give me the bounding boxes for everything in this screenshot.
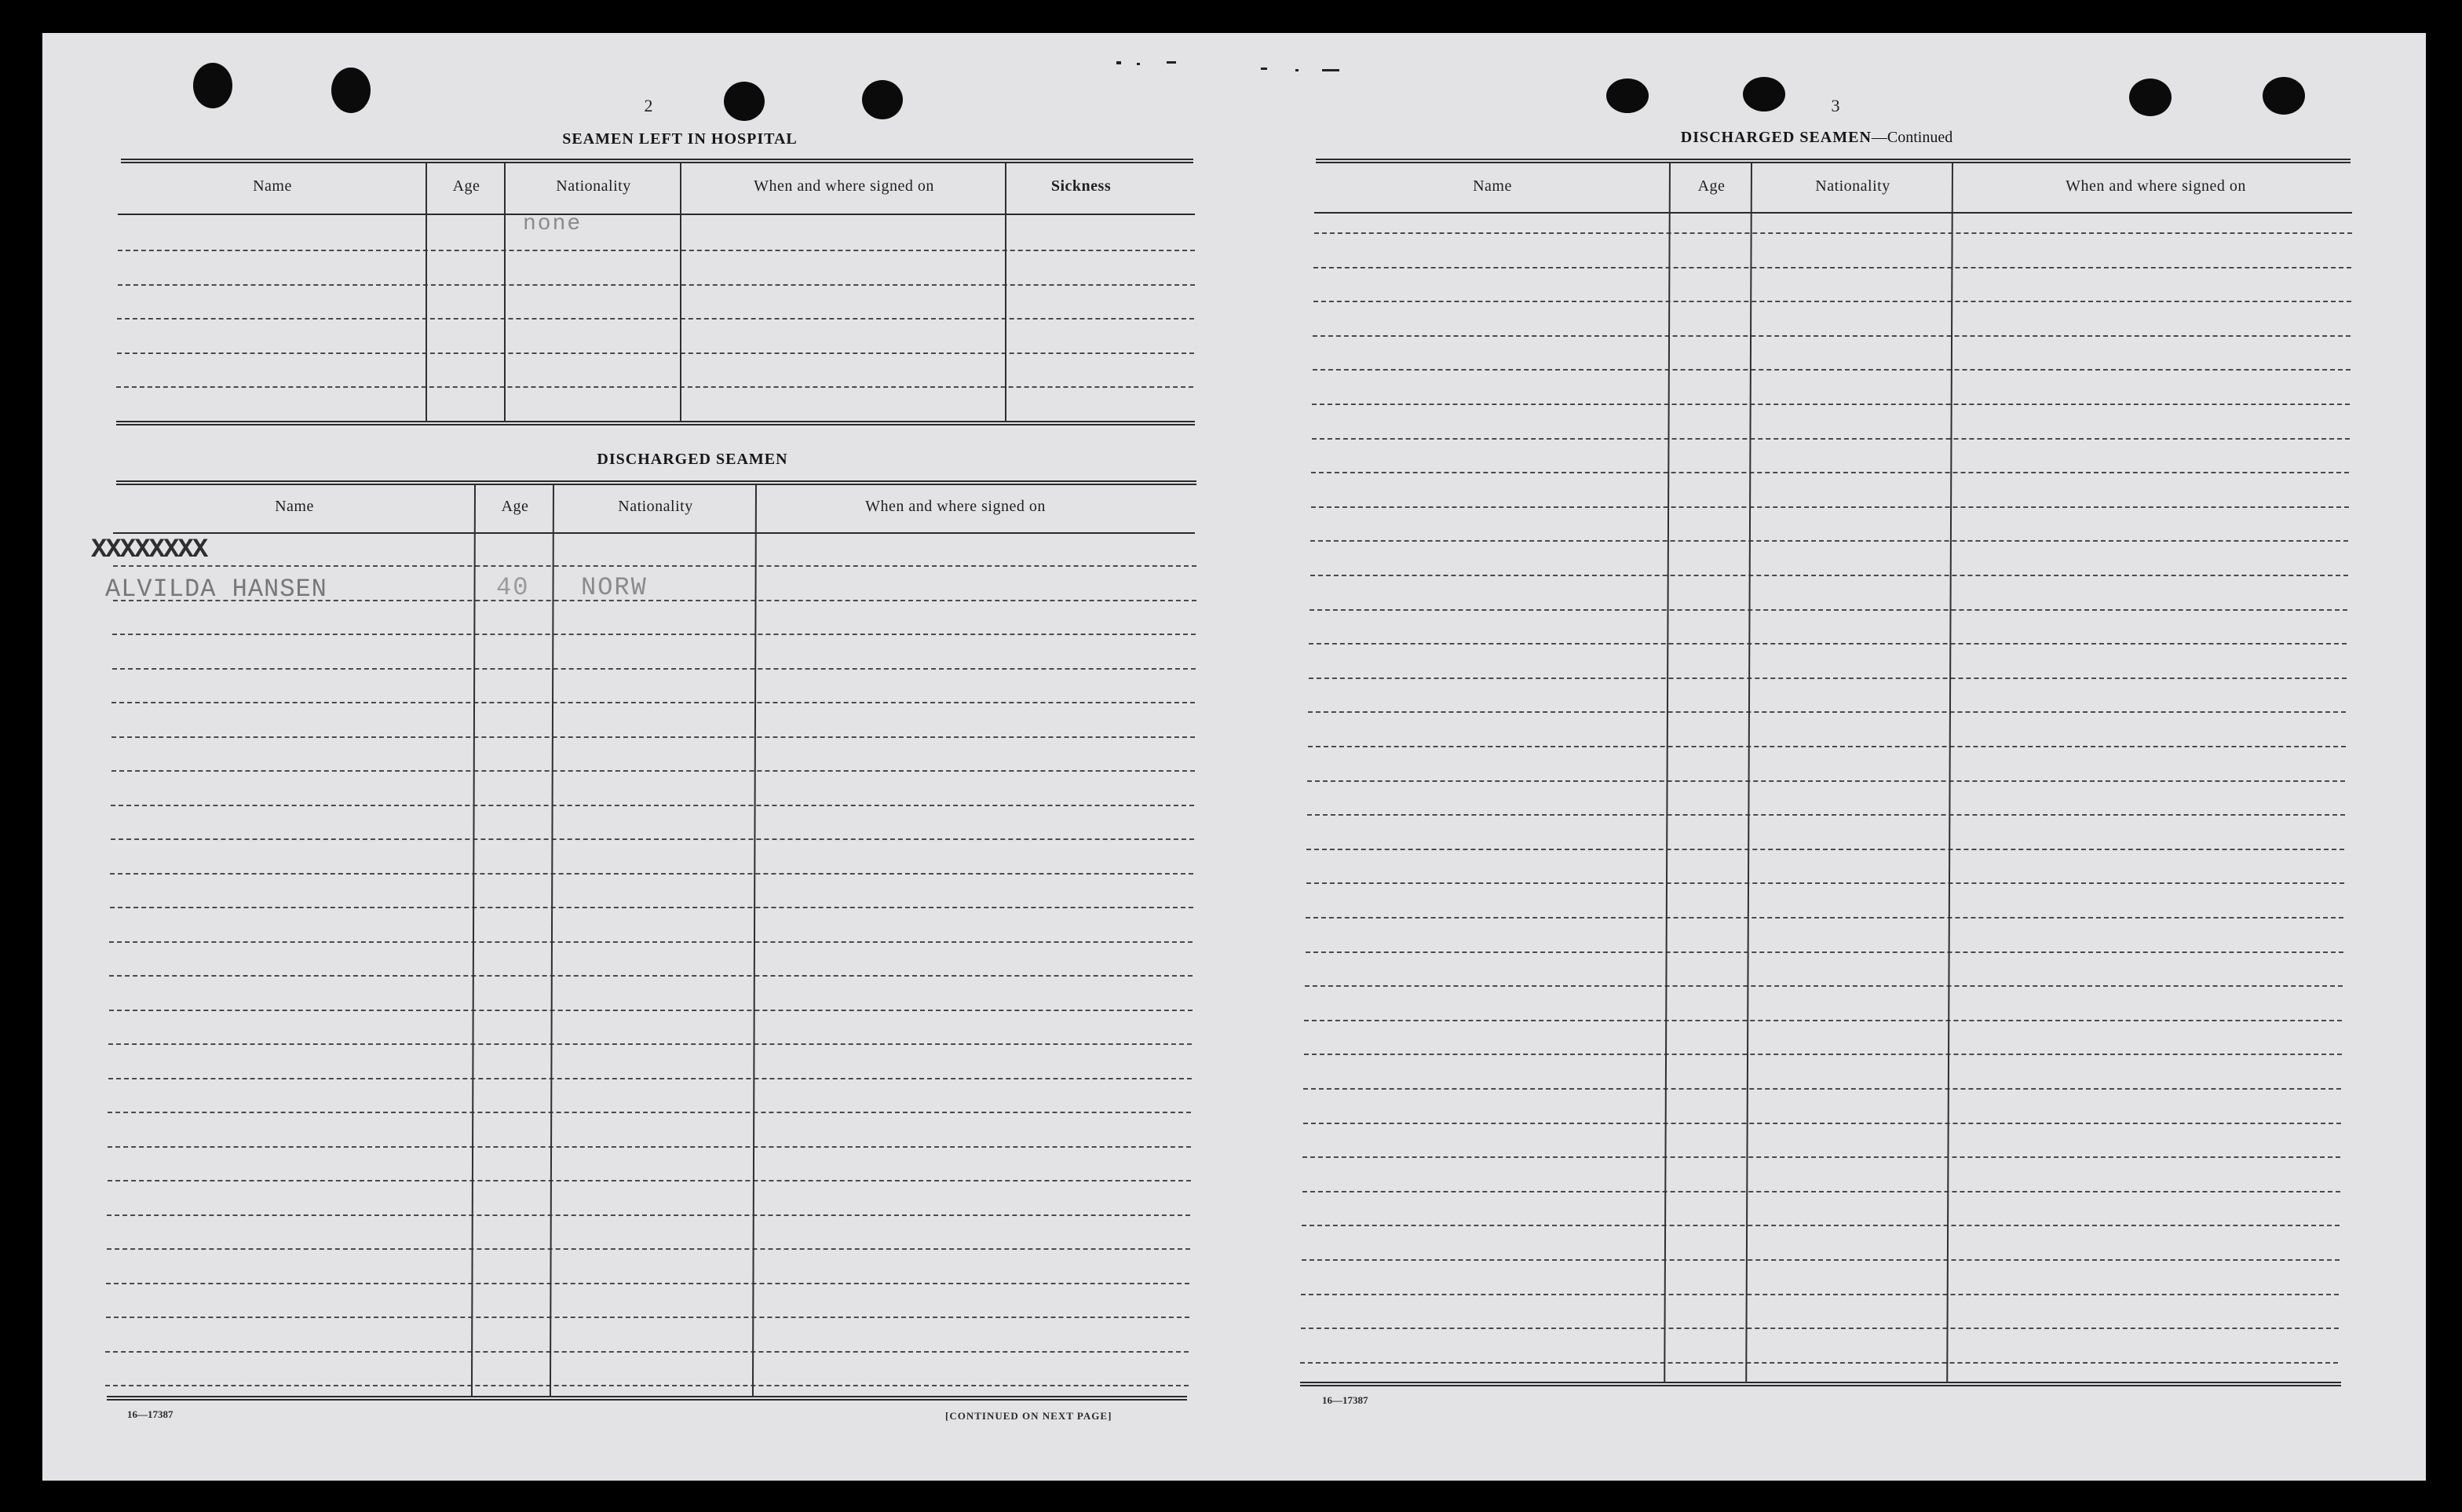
discharged-header-name: Name [275, 498, 314, 515]
right-header-age: Age [1697, 177, 1726, 195]
ruled-line [110, 907, 1193, 908]
ruled-line [118, 250, 1195, 251]
ruled-line [109, 1010, 1193, 1011]
ruled-line [117, 352, 1194, 354]
punch-hole [724, 82, 765, 121]
hospital-entry-none: none [523, 212, 583, 236]
hospital-header-age: Age [452, 177, 480, 195]
punch-hole [862, 80, 903, 119]
ruled-line [1311, 472, 2349, 473]
ruled-line [1312, 404, 2350, 405]
right-col-divider [1946, 163, 1953, 1383]
page-number-left: 2 [644, 96, 653, 115]
ruled-line [1307, 780, 2345, 782]
discharged-header-nationality: Nationality [618, 498, 693, 515]
ruled-line [1302, 1259, 2340, 1261]
ruled-line [111, 770, 1195, 772]
discharged-header-signed-on: When and where signed on [865, 498, 1046, 515]
ruled-line [1303, 1123, 2341, 1124]
ruled-line [117, 318, 1194, 320]
hospital-header-sickness: Sickness [1050, 177, 1112, 195]
scan-speck [1116, 61, 1121, 64]
ruled-line [1302, 1156, 2340, 1158]
ruled-line [110, 873, 1193, 875]
ruled-line [108, 1078, 1192, 1079]
hospital-col-divider [1005, 163, 1006, 422]
ruled-line [1306, 882, 2344, 884]
ruled-line [111, 805, 1194, 806]
scan-speck [1167, 61, 1176, 64]
discharged-table-top-rule [116, 480, 1196, 485]
ruled-line [1311, 506, 2349, 508]
ruled-line [1309, 677, 2347, 679]
right-table-bottom-rule [1300, 1382, 2341, 1386]
ruled-line [1303, 1088, 2341, 1090]
punch-hole [1606, 79, 1649, 113]
discharged-table-bottom-rule [107, 1396, 1187, 1401]
ruled-line [1313, 369, 2351, 371]
discharged-continued-title [1503, 129, 2131, 147]
right-header-rule [1314, 212, 2352, 214]
ruled-line [1312, 438, 2350, 440]
ruled-line [106, 1317, 1189, 1318]
ruled-line [118, 284, 1195, 286]
hospital-col-divider [680, 163, 681, 422]
punch-hole [193, 63, 232, 108]
hospital-header-nationality: Nationality [556, 177, 631, 195]
scan-speck [1261, 68, 1267, 70]
ruled-line [1313, 335, 2351, 337]
ruled-line [106, 1283, 1189, 1284]
continued-note: [CONTINUED ON NEXT PAGE] [945, 1410, 1112, 1422]
ruled-line [105, 1351, 1189, 1353]
ruled-line [113, 565, 1196, 567]
ruled-line [1310, 540, 2348, 542]
hospital-header-signed-on: When and where signed on [754, 177, 934, 195]
ruled-line [112, 634, 1196, 635]
ruled-line [1302, 1191, 2340, 1192]
ruled-line [1305, 985, 2343, 987]
ruled-line [108, 1043, 1192, 1045]
ruled-line [1310, 575, 2348, 576]
ruled-line [109, 975, 1193, 977]
scan-speck [1322, 69, 1339, 71]
continued-suffix: —Continued [1871, 129, 1953, 146]
ruled-line [1301, 1328, 2339, 1329]
seaman-age: 40 [496, 573, 530, 602]
ruled-line [108, 1112, 1191, 1113]
ruled-line [108, 1180, 1191, 1181]
page-number-right: 3 [1831, 96, 1840, 115]
ruled-line [107, 1248, 1190, 1250]
hospital-section-title: SEAMEN LEFT IN HOSPITAL [562, 130, 798, 148]
ruled-line [1313, 301, 2351, 302]
punch-hole [331, 68, 371, 113]
punch-hole [2129, 79, 2172, 116]
ruled-line [105, 1385, 1189, 1386]
discharged-header-age: Age [501, 498, 529, 515]
scan-speck [1137, 63, 1140, 65]
form-number-right: 16—17387 [1322, 1394, 1368, 1406]
scan-speck [1295, 69, 1299, 71]
ruled-line [1309, 643, 2347, 645]
right-col-divider [1664, 163, 1671, 1383]
ruled-line [1313, 267, 2351, 268]
ruled-line [1306, 951, 2343, 953]
ruled-line [1308, 711, 2346, 713]
ruled-line [1306, 917, 2343, 919]
right-header-nationality: Nationality [1815, 177, 1890, 195]
hospital-header-name: Name [253, 177, 292, 195]
right-col-divider [1745, 163, 1752, 1383]
form-number-left: 16—17387 [127, 1408, 174, 1420]
punch-hole [1743, 77, 1785, 111]
ruled-line [1314, 232, 2352, 234]
ruled-line [1306, 849, 2344, 850]
hospital-table-top-rule [121, 159, 1193, 163]
ruled-line [111, 838, 1194, 840]
hospital-table-bottom-rule [116, 421, 1195, 425]
ruled-line [109, 941, 1193, 943]
ruled-line [1310, 609, 2347, 611]
hospital-col-divider [504, 163, 506, 422]
discharged-section-title: DISCHARGED SEAMEN [597, 451, 788, 468]
ruled-line [116, 386, 1193, 388]
discharged-header-rule [113, 532, 1195, 534]
hospital-header-rule [118, 214, 1195, 215]
ruled-line [1302, 1225, 2340, 1226]
ruled-line [1301, 1294, 2339, 1295]
ruled-line [1304, 1020, 2342, 1021]
ruled-line [108, 1146, 1191, 1148]
ruled-line [1307, 814, 2345, 816]
ruled-line [1300, 1362, 2338, 1364]
punch-hole [2263, 77, 2305, 115]
ledger-sheet [42, 33, 2426, 1481]
ruled-line [107, 1214, 1190, 1216]
ruled-line [111, 702, 1195, 703]
seaman-name: ALVILDA HANSEN [105, 575, 327, 604]
seaman-nationality: NORW [581, 573, 648, 602]
ruled-line [1308, 746, 2346, 747]
hospital-col-divider [426, 163, 427, 422]
right-table-top-rule [1316, 159, 2351, 163]
right-header-name: Name [1473, 177, 1512, 195]
struck-out-entry: XXXXXXXX [91, 535, 207, 565]
ruled-line [1304, 1054, 2342, 1055]
right-header-signed-on: When and where signed on [2066, 177, 2246, 195]
discharged-continued-title-text: DISCHARGED SEAMEN [1680, 129, 1872, 146]
ruled-line [112, 668, 1196, 670]
ruled-line [111, 736, 1195, 738]
